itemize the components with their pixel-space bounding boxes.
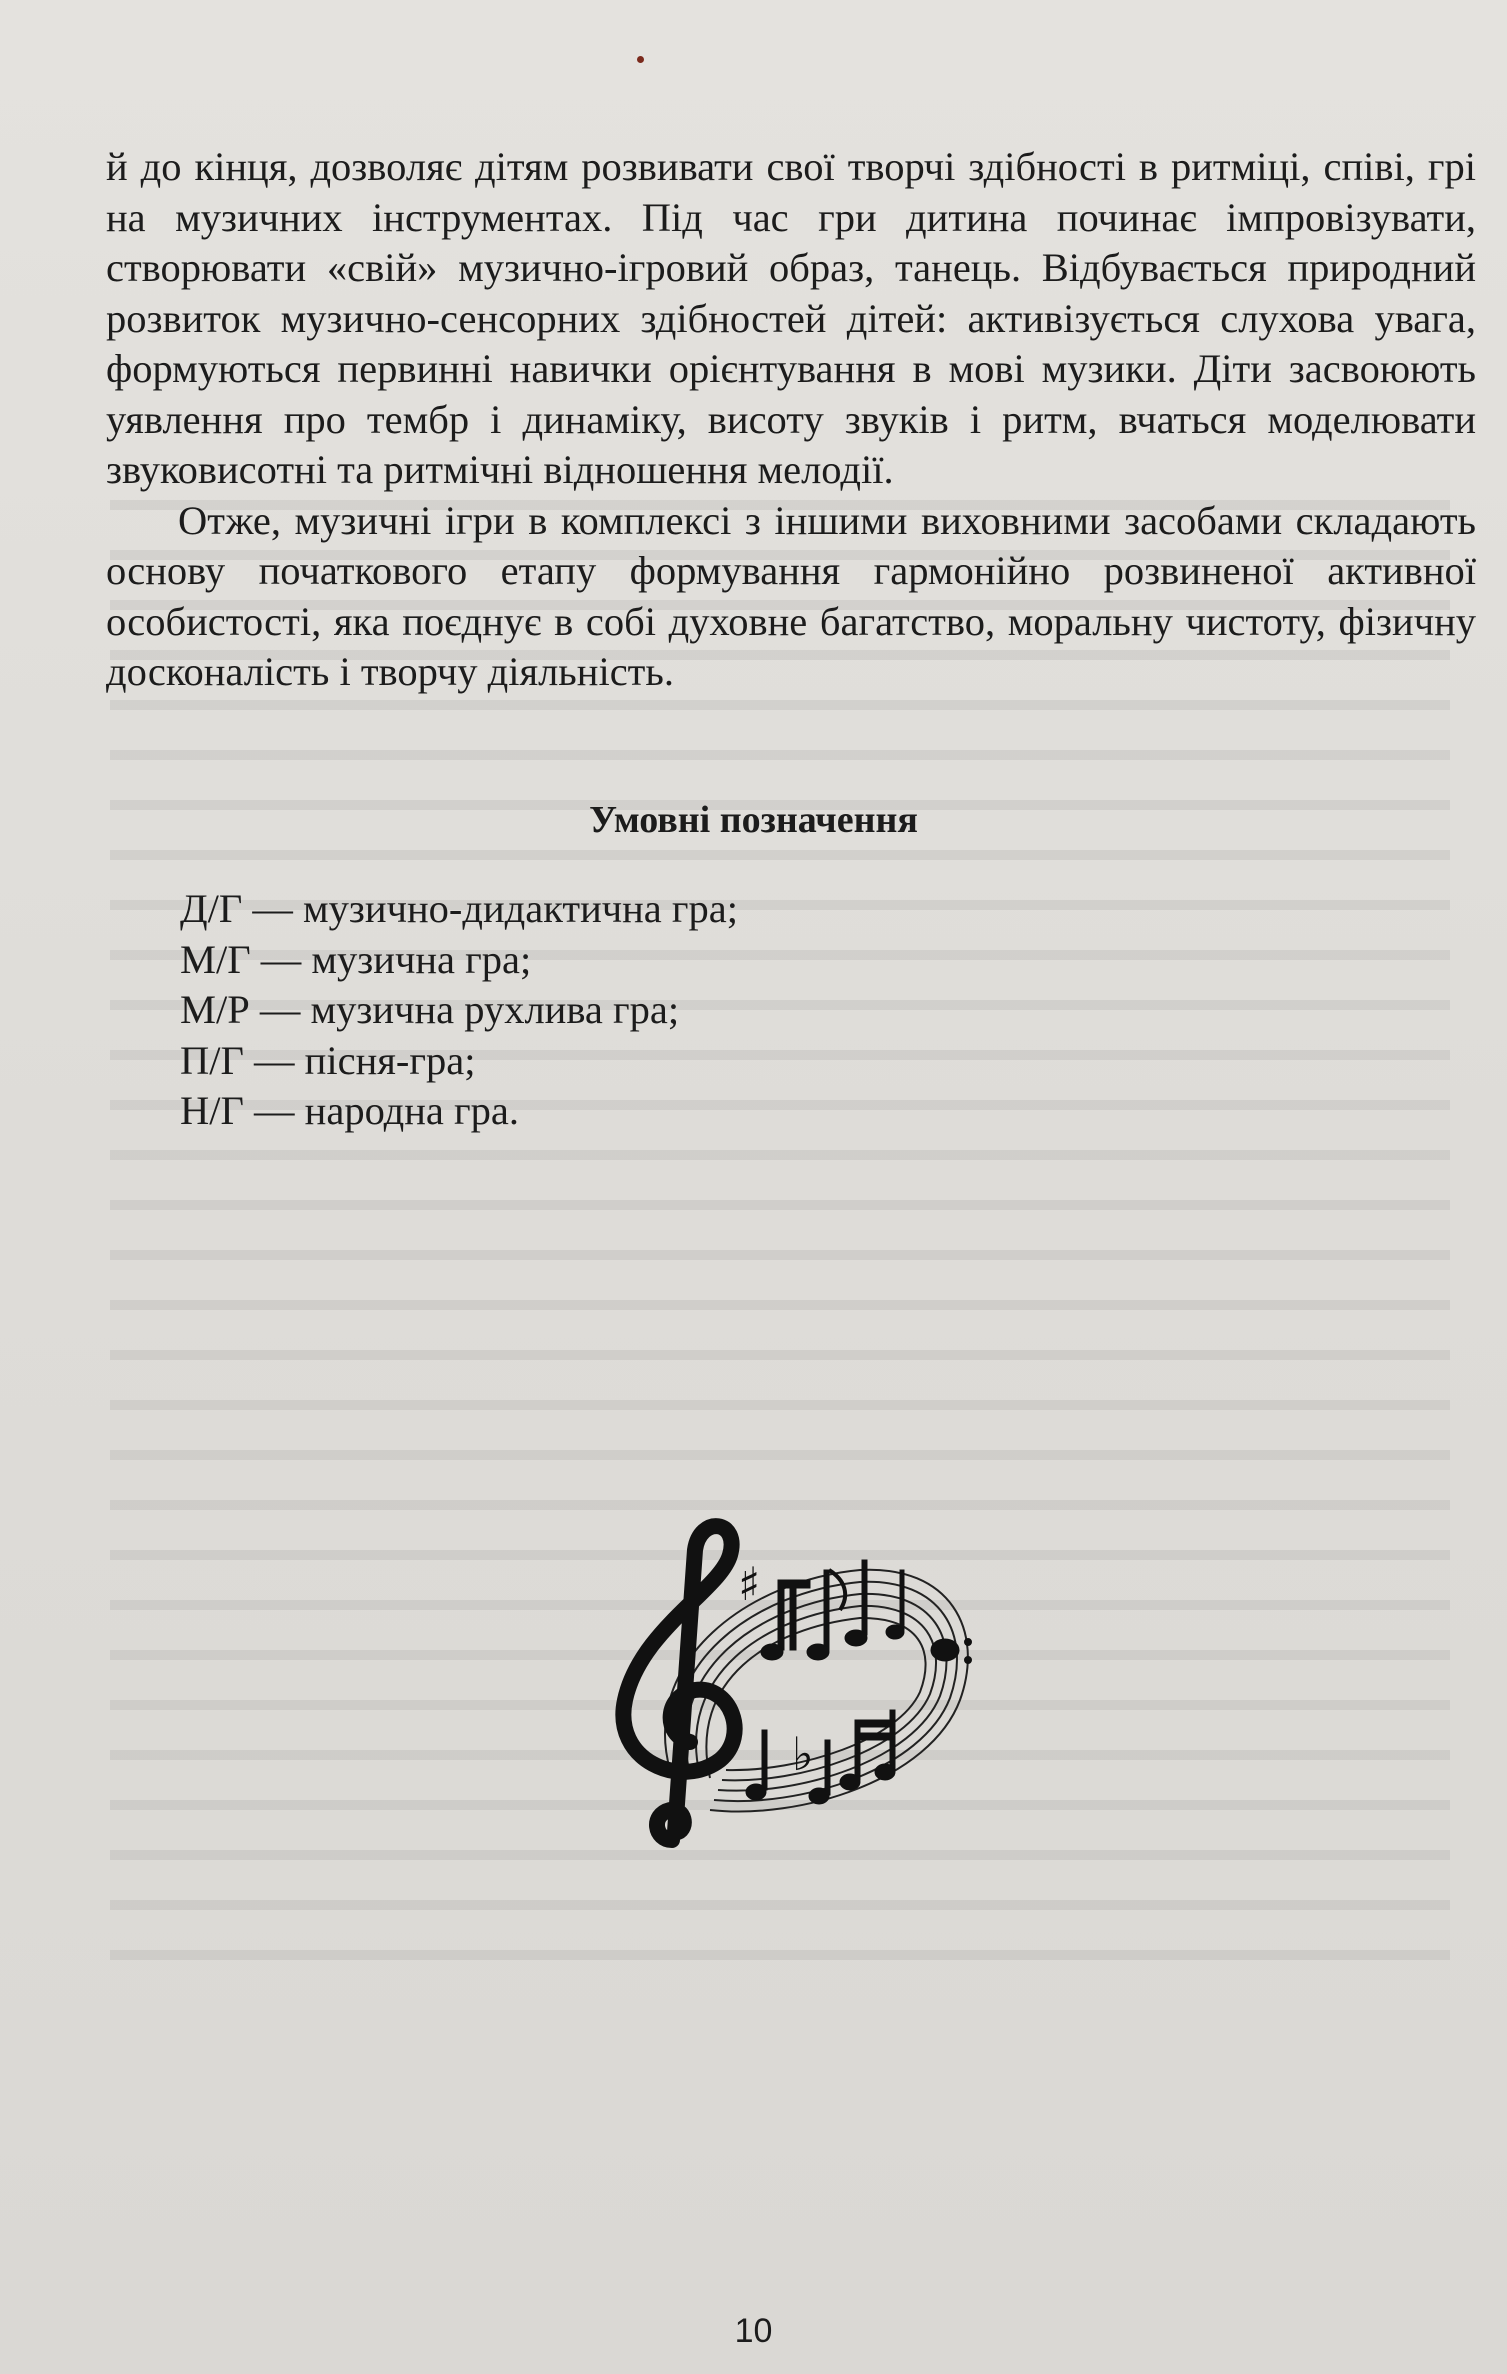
legend-item: М/Г — музична гра; (180, 936, 532, 982)
body-text (106, 142, 1476, 698)
svg-text:♭: ♭ (792, 1727, 814, 1781)
page-number: 10 (734, 2312, 773, 2350)
paragraph-1: й до кінця, дозволяє дітям розвивати свої творчі здібності в ритміці, співі, грі на музичних інструментах. Під час гри дитина починає імпровізувати, створювати «свій» музично-ігровий образ, танець. Відбувається природний розвиток музично-сенсорних здібностей дітей: активізується слухова увага, формуються первинні навички орієнтування в мові музики. Діти засвоюють уявлення про тембр і динаміку, висоту звуків і ритм, вчаться моделювати звуковисотні та ритмічні відношення мелодії. (106, 144, 1476, 492)
legend-item: Н/Г — народна гра. (180, 1088, 519, 1133)
legend-item: М/Р — музична рухлива гра; (180, 987, 680, 1032)
legend-list (180, 884, 738, 1137)
paragraph-2: Отже, музичні ігри в комплексі з іншими виховними засобами складають основу початкового етапу формування гармонійно розвиненої активної особистості, яка поєднує в собі духовне багатство, моральну чистоту, фізичну досконалість і творчу діяльність. (106, 497, 1476, 694)
legend-item: Д/Г — музично-дидактична гра; (180, 886, 738, 931)
treble-clef-staff-notes-icon (600, 1510, 1010, 1870)
ink-spot (637, 56, 644, 63)
legend-title: Умовні позначення (589, 799, 918, 841)
legend-item: П/Г — пісня-гра; (180, 1037, 476, 1083)
svg-text:♯: ♯ (738, 1557, 761, 1611)
